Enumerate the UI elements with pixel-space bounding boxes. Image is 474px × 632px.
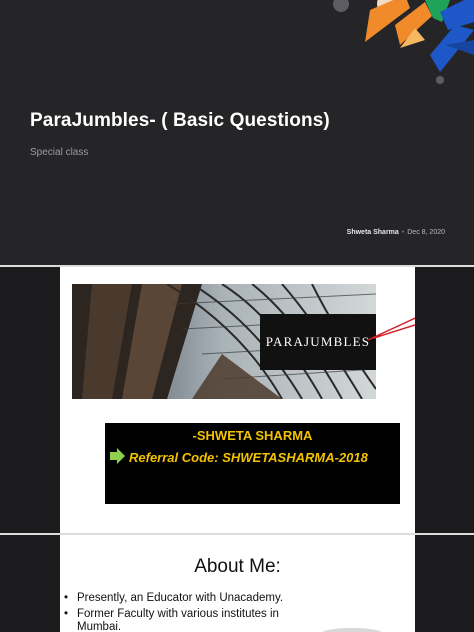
meta-separator: • — [401, 229, 405, 236]
logo-text: PARAJUMBLES — [265, 334, 371, 349]
course-date: Dec 8, 2020 — [407, 229, 445, 236]
red-pen-stroke — [366, 312, 415, 342]
author-link[interactable]: Shweta Sharma — [346, 229, 399, 236]
slide-1[interactable] — [60, 267, 415, 533]
image-fragment — [322, 628, 382, 632]
parajumbles-logo — [260, 314, 376, 370]
educator-name: -SHWETA SHARMA — [192, 428, 313, 443]
about-heading: About Me: — [194, 556, 281, 577]
list-item: • Presently, an Educator with Unacademy. — [64, 592, 314, 605]
slide-2[interactable] — [60, 535, 415, 632]
decorative-geometric-art — [0, 0, 474, 265]
course-meta — [347, 229, 445, 236]
course-header — [0, 0, 474, 265]
about-list — [64, 592, 314, 632]
referral-code: Referral Code: SHWETASHARMA-2018 — [129, 450, 368, 465]
arrow-right-icon — [110, 448, 125, 464]
course-subtitle: Special class — [30, 147, 89, 158]
referral-box — [105, 423, 400, 504]
list-item: • Former Faculty with various institutes in Mumbai. — [64, 608, 314, 632]
course-title: ParaJumbles- ( Basic Questions) — [30, 110, 330, 131]
